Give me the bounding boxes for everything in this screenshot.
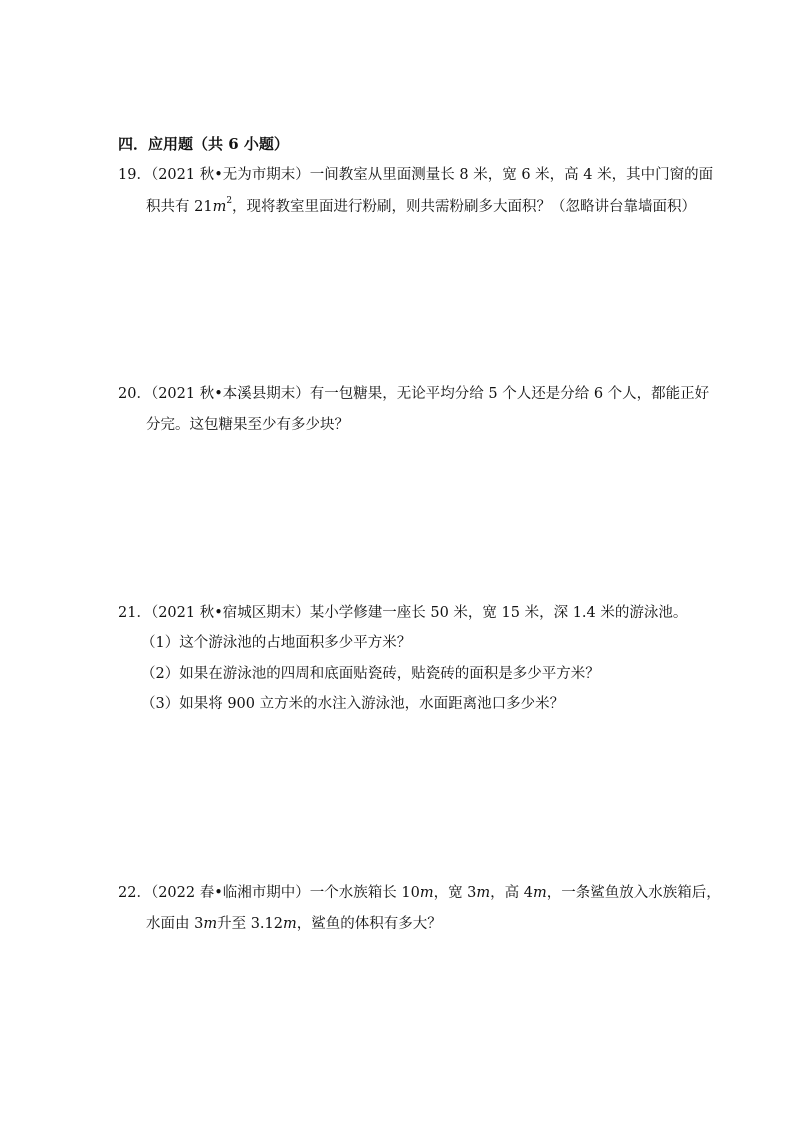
question-source: （2022 春•临湘市期中） [150, 885, 310, 901]
question-source: （2021 秋•无为市期末） [150, 167, 310, 183]
question-19-line-1 [118, 165, 713, 185]
question-number: 19． [118, 167, 151, 183]
question-text: ，现将教室里面进行粉刷，则共需粉刷多大面积？（忽略讲台靠墙面积） [232, 199, 697, 215]
section-title: 四．应用题（共 6 小题） [118, 135, 289, 153]
question-text: ，高 4 [490, 885, 534, 901]
question-number: 21． [118, 605, 151, 621]
question-text: 有一包糖果，无论平均分给 5 个人还是分给 6 个人，都能正好 [309, 386, 710, 402]
unit-symbol: m [533, 885, 547, 901]
question-text: 某小学修建一座长 50 米，宽 15 米，深 1.4 米的游泳池。 [309, 605, 688, 621]
question-text: 水面由 3 [146, 916, 204, 932]
question-20-line-1 [118, 384, 709, 404]
question-21-sub-1: （1）这个游泳池的占地面积多少平方米？ [141, 635, 412, 651]
unit-symbol: m [212, 199, 227, 215]
question-21-sub-3: （3）如果将 900 立方米的水注入游泳池，水面距离池口多少米？ [141, 696, 565, 712]
unit-symbol: m [203, 916, 218, 932]
question-text: 一间教室从里面测量长 8 米，宽 6 米，高 4 米，其中门窗的面 [309, 167, 714, 183]
question-text: 升至 3.12 [217, 916, 283, 932]
question-source: （2021 秋•宿城区期末） [150, 605, 310, 621]
question-number: 20． [118, 386, 151, 402]
question-20-line-2: 分完。这包糖果至少有多少块？ [146, 417, 349, 433]
unit-symbol: m [283, 916, 297, 932]
question-source: （2021 秋•本溪县期末） [150, 386, 310, 402]
question-text: ，宽 3 [433, 885, 477, 901]
question-text: ，鲨鱼的体积有多大？ [296, 916, 442, 932]
question-19-line-2 [146, 197, 696, 217]
exponent: 2 [226, 196, 233, 207]
question-text: ，一条鲨鱼放入水族箱后， [546, 885, 721, 901]
question-21-sub-2: （2）如果在游泳池的四周和底面贴瓷砖，贴瓷砖的面积是多少平方米？ [141, 666, 600, 682]
question-text: 一个水族箱长 10 [309, 885, 420, 901]
unit-symbol: m [419, 885, 434, 901]
question-22-line-2 [146, 914, 442, 934]
question-21-line-1 [118, 603, 687, 623]
unit-symbol: m [476, 885, 491, 901]
question-number: 22． [118, 885, 151, 901]
question-text: 积共有 21 [146, 199, 213, 215]
question-22-line-1 [118, 883, 721, 903]
